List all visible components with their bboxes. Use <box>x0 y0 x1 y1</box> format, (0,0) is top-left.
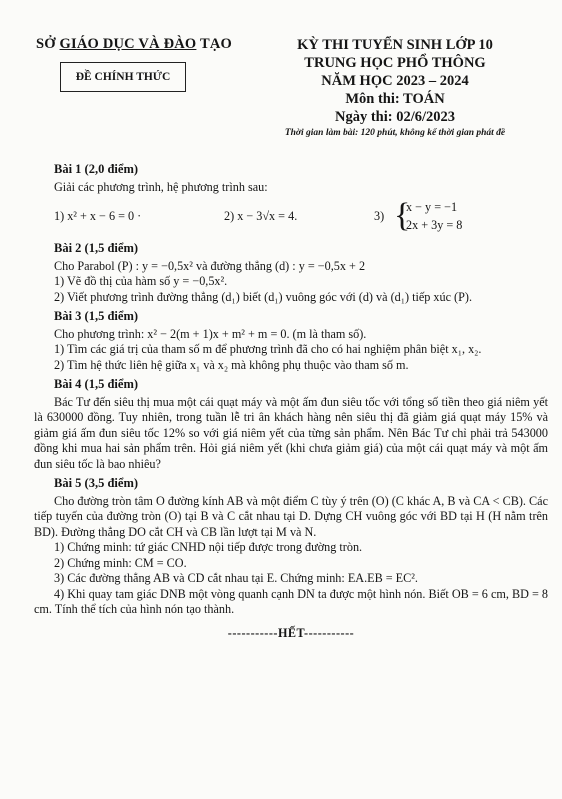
bai4-text: Bác Tư đến siêu thị mua một cái quạt máy và một ấm đun siêu tốc với tổng số tiền theo giá niêm yết là 630000 đồng. Tuy nhiên, trong tuần lễ tri ân khách hàng nên siêu thị đã giảm giá quạt máy 15% và giảm giá ấm đun siêu tốc 12% so với giá niêm yết của từng sản phẩm. Nên Bác Tư chỉ phải trả 543000 đồng khi mua hai sản phẩm trên. Hỏi giá niêm yết (khi chưa giảm giá) của một cái quạt máy và một ấm đun siêu tốc là bao nhiêu? <box>34 394 548 471</box>
department-name: SỞ GIÁO DỤC VÀ ĐÀO TẠO <box>35 36 233 52</box>
bai5-q3: 3) Các đường thẳng AB và CD cắt nhau tại E. Chứng minh: EA.EB = EC². <box>54 571 418 585</box>
header-right <box>250 36 540 138</box>
bai1-eq2: 2) x − 3√x = 4. <box>224 209 298 223</box>
bai1-equations <box>34 197 548 237</box>
bai2-heading: Bài 2 (1,5 điểm) <box>54 241 139 255</box>
bai3-intro: Cho phương trình: x² − 2(m + 1)x + m² + m = 0. (m là tham số). <box>54 326 367 341</box>
bai5-heading: Bài 5 (3,5 điểm) <box>54 476 139 490</box>
bai5-text: Cho đường tròn tâm O đường kính AB và một điểm C tùy ý trên (O) (C khác A, B và CA < CB). Các tiếp tuyến của đường tròn (O) tại B và C cắt nhau tại D. Dựng CH vuông góc với BD tại H (H nằm trên BD). Đường thẳng DO cắt CH và CB lần lượt tại M và N. <box>34 493 548 539</box>
bai3-q1: 1) Tìm các giá trị của tham số m để phương trình đã cho có hai nghiệm phân biệt x₁, x₂. <box>54 342 482 356</box>
bai2-q2: 2) Viết phương trình đường thẳng (d₁) biết (d₁) vuông góc với (d) và (d₁) tiếp xúc (P). <box>54 289 473 304</box>
exam-date: Ngày thi: 02/6/2023 <box>334 109 456 125</box>
bai1-eq3-label: 3) <box>374 209 385 223</box>
bai1-eq1: 1) x² + x − 6 = 0 · <box>54 209 142 223</box>
bai4-heading: Bài 4 (1,5 điểm) <box>54 377 139 391</box>
bai1-heading: Bài 1 (2,0 điểm) <box>54 162 139 176</box>
bai5-q1: 1) Chứng minh: tứ giác CNHD nội tiếp được trong đường tròn. <box>54 540 363 554</box>
school-year: NĂM HỌC 2023 – 2024 <box>321 73 469 89</box>
exam-level: TRUNG HỌC PHỔ THÔNG <box>304 55 486 71</box>
end-mark: -----------HẾT----------- <box>227 625 355 640</box>
bai1-system-row1: x − y = −1 <box>406 200 458 214</box>
brace-glyph: { <box>394 197 411 234</box>
bai3-q2: 2) Tìm hệ thức liên hệ giữa x₁ và x₂ mà không phụ thuộc vào tham số m. <box>54 357 409 372</box>
bai1-system-row2: 2x + 3y = 8 <box>406 218 463 232</box>
header-left <box>34 36 234 53</box>
subject: Môn thi: TOÁN <box>345 91 445 107</box>
exam-duration: Thời gian làm bài: 120 phút, không kể thời gian phát đề <box>284 128 506 138</box>
department-underlined: GIÁO DỤC VÀ ĐÀO <box>59 36 197 52</box>
bai5-q2: 2) Chứng minh: CM = CO. <box>54 555 187 570</box>
bai5-q4: 4) Khi quay tam giác DNB một vòng quanh cạnh DN ta được một hình nón. Biết OB = 6 cm, BD = 8 cm. Tính thể tích của hình nón tạo thành. <box>34 586 548 616</box>
bai2-q1: 1) Vẽ đồ thị của hàm số y = −0,5x². <box>54 274 228 288</box>
exam-title: KỲ THI TUYỂN SINH LỚP 10 <box>297 37 493 53</box>
bai1-intro: Giải các phương trình, hệ phương trình sau: <box>54 179 268 194</box>
bai3-heading: Bài 3 (1,5 điểm) <box>54 309 139 323</box>
exam-content <box>34 158 548 641</box>
official-exam-box: ĐỀ CHÍNH THỨC <box>60 62 186 92</box>
bai2-intro: Cho Parabol (P) : y = −0,5x² và đường thẳng (d) : y = −0,5x + 2 <box>54 258 366 273</box>
